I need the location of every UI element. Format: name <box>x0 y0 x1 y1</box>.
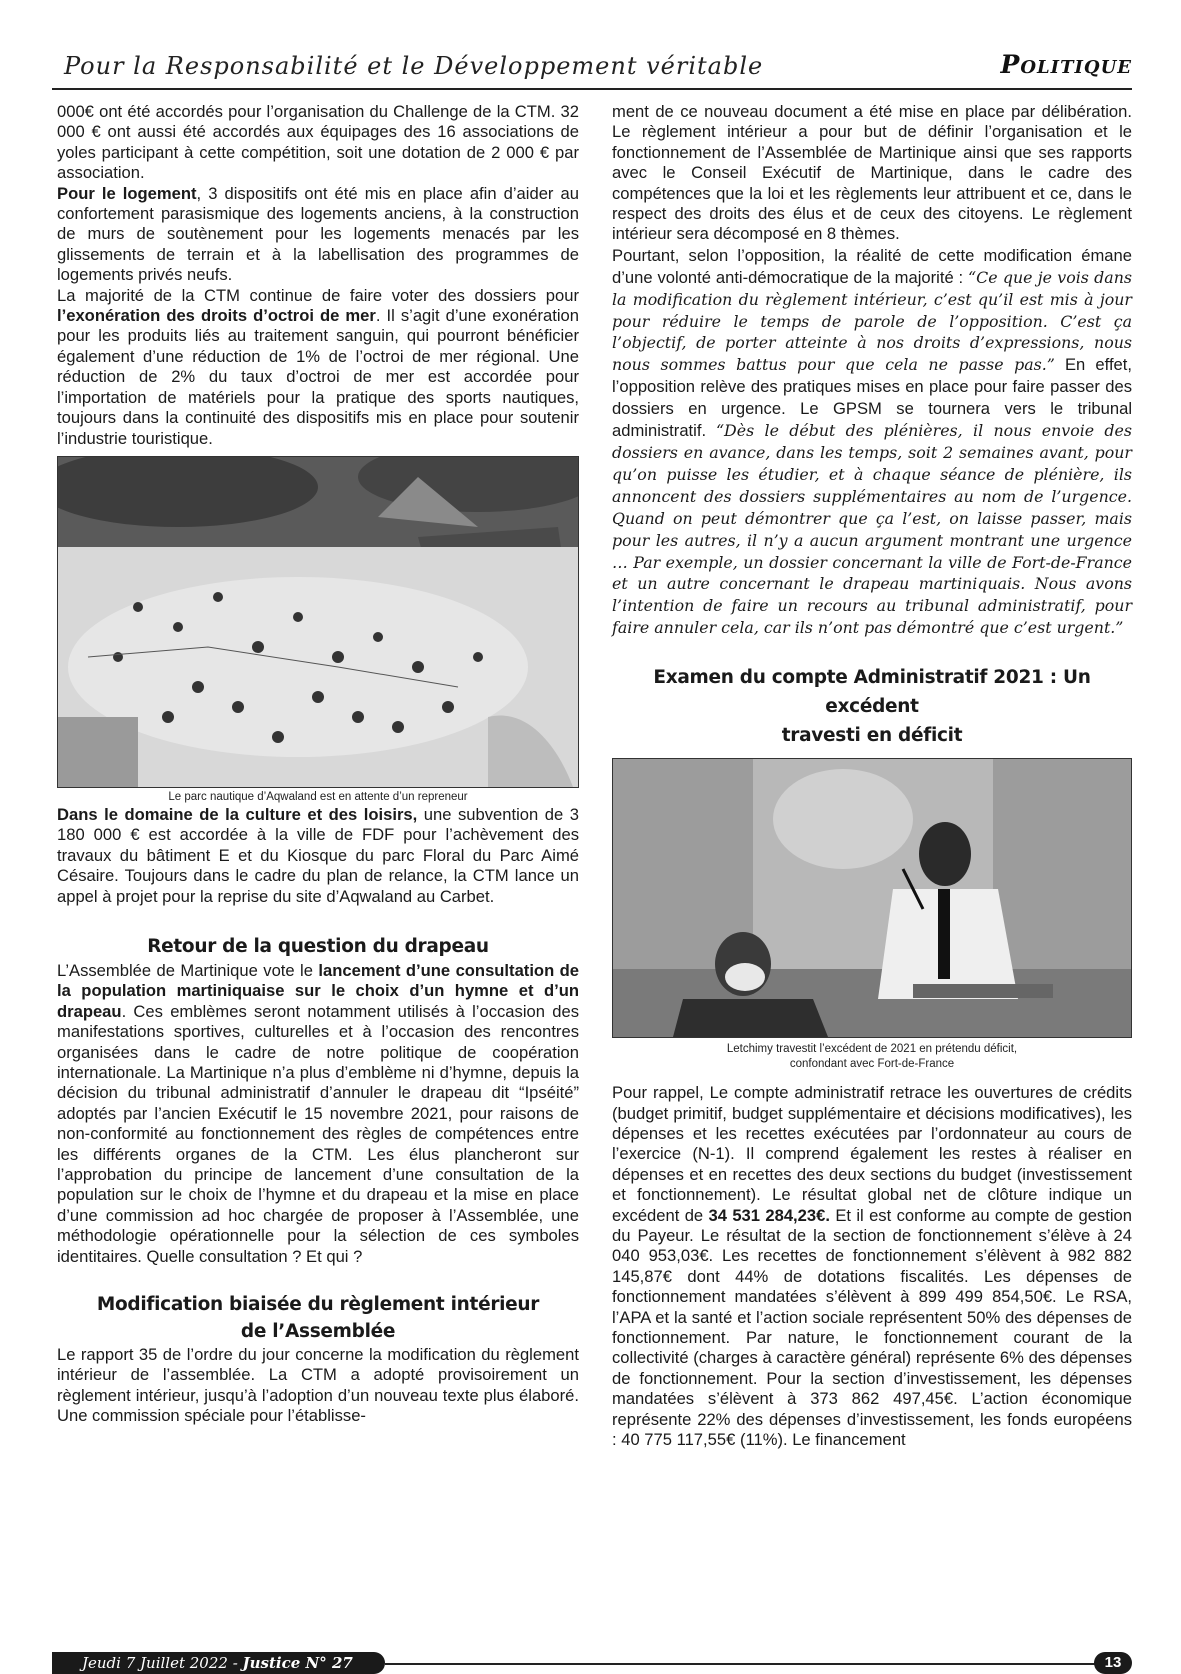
section-rubric: Politique <box>1000 50 1132 79</box>
article-paragraph <box>57 286 579 449</box>
paragraph-text: une subvention de 3 180 000 € est accordée à la ville de FDF pour l’achèvement des travaux du bâtiment E et du Kiosque du parc Floral du Parc Aimé Césaire. Toujours dans le cadre du plan de relance, la CTM lance un appel à projet pour la reprise du site d’Aqwaland au Carbet. <box>57 804 579 906</box>
paragraph-text: Pourtant, selon l’opposition, la réalité de cette modification émane d’une volonté anti-démocratique de la majorité : <box>612 245 1132 287</box>
water-park-photo <box>57 456 579 788</box>
article-paragraph <box>57 184 579 286</box>
heading-line: Examen du compte Administratif 2021 : Un excédent <box>653 667 1091 718</box>
article-paragraph <box>612 245 1132 639</box>
caption-line: Letchimy travestit l’excédent de 2021 en prétendu déficit, <box>726 1043 1018 1056</box>
paragraph-text: La majorité de la CTM continue de faire voter des dossiers pour <box>57 285 579 305</box>
paragraph-text: Pour rappel, Le compte administratif retrace les ouvertures de crédits (budget primitif, budget supplémentaire et décisions modificatives), les dépenses et les recettes exécutées par l’ordonnateur au cours de l’exercice (N-1). Il comprend également les restes à réaliser en dépenses et en recettes des deux sections du budget (investissement et fonctionnement). Le résultat global net de clôture indique un excédent de <box>612 1083 1132 1225</box>
paragraph-text: . Il s’agit d’une exonération pour les produits liés au traitement sanguin, qui pourront bénéficier également d’une réduction de 1% de l’octroi de mer régional. Une réduction de 2% du taux d’octroi de mer est accordée pour l’importation de matériels pour la pratique des sports nautiques, toujours dans la continuité des dispositifs mis en place pour soutenir l’industrie touristique. <box>57 306 579 448</box>
highlight: 34 531 284,23€. <box>708 1205 830 1225</box>
article-paragraph <box>57 805 579 907</box>
lead-in: Dans le domaine de la culture et des loisirs, <box>57 804 418 824</box>
right-column <box>612 102 1132 1450</box>
section-heading <box>57 1291 579 1345</box>
highlight: lancement d’une consultation de la population martiniquaise sur le choix d’un hymne et d’un drapeau <box>57 960 579 1021</box>
heading-line: de l’Assemblée <box>240 1321 396 1343</box>
photo-caption <box>612 1042 1132 1072</box>
highlight: l’exonération des droits d’octroi de mer <box>57 306 376 326</box>
caption-line: confondant avec Fort-de-France <box>789 1058 955 1071</box>
journal-issue: Justice N° 27 <box>242 1654 353 1672</box>
heading-line: Modification biaisée du règlement intérieur <box>96 1294 540 1316</box>
footer-rule <box>385 1663 1131 1665</box>
paragraph-text: En effet, l’opposition relève des pratiques mises en place pour faire passer des dossiers en urgence. Le GPSM se tournera vers le tribunal administratif. <box>612 355 1133 441</box>
page-number: 13 <box>1094 1652 1132 1674</box>
article-paragraph <box>57 961 579 1267</box>
letchimy-photo <box>612 758 1132 1038</box>
paragraph-text: . Ces emblèmes seront notamment utilisés à l’occasion des manifestations sportives, culturelles et à l’occasion des rencontres organisées dans le cadre de notre politique de coopération internationale. La Martinique n’a plus d’emblème ni d’hymne, depuis la décision du tribunal administratif d’annuler le drapeau dit “Ipséité” adoptés par l’ancien Exécutif le 15 novembre 2021, pour raisons de non-conformité au fonctionnement des règles de compétences entre les différents organes de la CTM. Les élus plancheront sur l’approbation du principe de lancement d’une consultation de la population sur le choix de l’hymne et du drapeau et la mise en place d’une commission ad hoc chargée de proposer à l’Assemblée, une méthodologie opérationnelle pour la sélection de ces symboles identitaires. Quelle consultation ? Et qui ? <box>57 1001 579 1266</box>
letchimy-image <box>613 759 1131 1037</box>
paragraph-text: Et il est conforme au compte de gestion du Payeur. Le résultat de la section de fonctionnement s’élève à 24 040 953,03€. Les recettes de fonctionnement s’élèvent à 982 882 145,87€ dont 44% de dotations fiscalités. Les dépenses de fonctionnement mandatées s’élèvent à 899 499 854,50€. Le RSA, l’APA et la santé et l’action sociale représentent 50% des dépenses de fonctionnement. Par nature, le fonctionnement courant de la collectivité (charges à caractère général) représente 6% des dépenses de fonctionnement. Pour la section d’investissement, les dépenses mandatées s’élèvent à 373 862 497,45€. L’action économique représente 22% des dépenses d’investissement, les fonds européens : 40 775 117,55€ (11%). Le financement <box>612 1205 1132 1450</box>
paragraph-text: , 3 dispositifs ont été mis en place afin d’aider au confortement parasismique des logements anciens, à la construction de murs de soutènement pour les logements menacés par les glissements de terrain et à la labellisation des programmes de logements privés neufs. <box>57 183 579 285</box>
opposition-quote: “Ce que je vois dans la modification du règlement intérieur, c’est qu’il est mis à jour pour réduire le temps de parole de l’opposition. C’est ça l’objectif, de porter atteinte à nos droits d’expressions, nous nous sommes battus pour que cela ne passe pas.” <box>612 267 1132 375</box>
section-heading: Retour de la question du drapeau <box>147 935 489 957</box>
lead-in: Pour le logement <box>57 183 197 203</box>
paragraph-text: L’Assemblée de Martinique vote le <box>57 960 319 980</box>
masthead-tagline: Pour la Responsabilité et le Développement véritable <box>64 52 764 80</box>
section-heading <box>612 663 1132 750</box>
page-header <box>52 50 1132 88</box>
header-rule <box>52 88 1132 90</box>
article-paragraph <box>612 1083 1132 1450</box>
article-paragraph: ment de ce nouveau document a été mise en place par délibération. Le règlement intérieur a pour but de définir l’organisation et le fonctionnement de l’Assemblée de Martinique ainsi que ses rapports avec le Conseil Exécutif de Martinique, dans le cadre des compétences que la loi et les règlements leur attribuent et ce, dans le respect des droits des élus et de ceux des citoyens. Le règlement intérieur sera décomposé en 8 thèmes. <box>612 102 1132 244</box>
issue-date: Jeudi 7 Juillet 2022 - <box>82 1654 243 1672</box>
heading-line: travesti en déficit <box>781 725 963 747</box>
opposition-quote: “Dès le début des plénières, il nous envoie des dossiers en avance, dans les temps, soit 2 semaines avant, pour qu’on puisse les étudier, et à chaque séance de plénière, ils annoncent des dossiers supplémentaires au nom de l’urgence. Quand on peut démontrer que ça l’est, on laisse passer, mais pour les autres, il n’y a aucun argument montrant une urgence … Par exemple, un dossier concernant la ville de Fort-de-France et un autre concernant le drapeau martiniquais. Nous avons l’intention de faire un recours au tribunal administratif, pour faire annuler cela, car ils n’ont pas démontré que c’est urgent.” <box>612 421 1132 638</box>
water-park-image <box>58 457 578 787</box>
article-paragraph: 000€ ont été accordés pour l’organisation du Challenge de la CTM. 32 000 € ont aussi été accordés aux équipages des 16 associations de yoles participant à cette compétition, soit une dotation de 2 000 € par association. <box>57 102 579 183</box>
article-paragraph: Le rapport 35 de l’ordre du jour concerne la modification du règlement intérieur de l’assemblée. La CTM a adopté provisoirement un règlement intérieur, jusqu’à l’adoption d’un nouveau texte plus élaboré. Une commission spéciale pour l’établisse- <box>57 1345 579 1426</box>
photo-caption: Le parc nautique d’Aqwaland est en attente d’un repreneur <box>168 790 468 803</box>
left-column <box>57 102 579 1427</box>
